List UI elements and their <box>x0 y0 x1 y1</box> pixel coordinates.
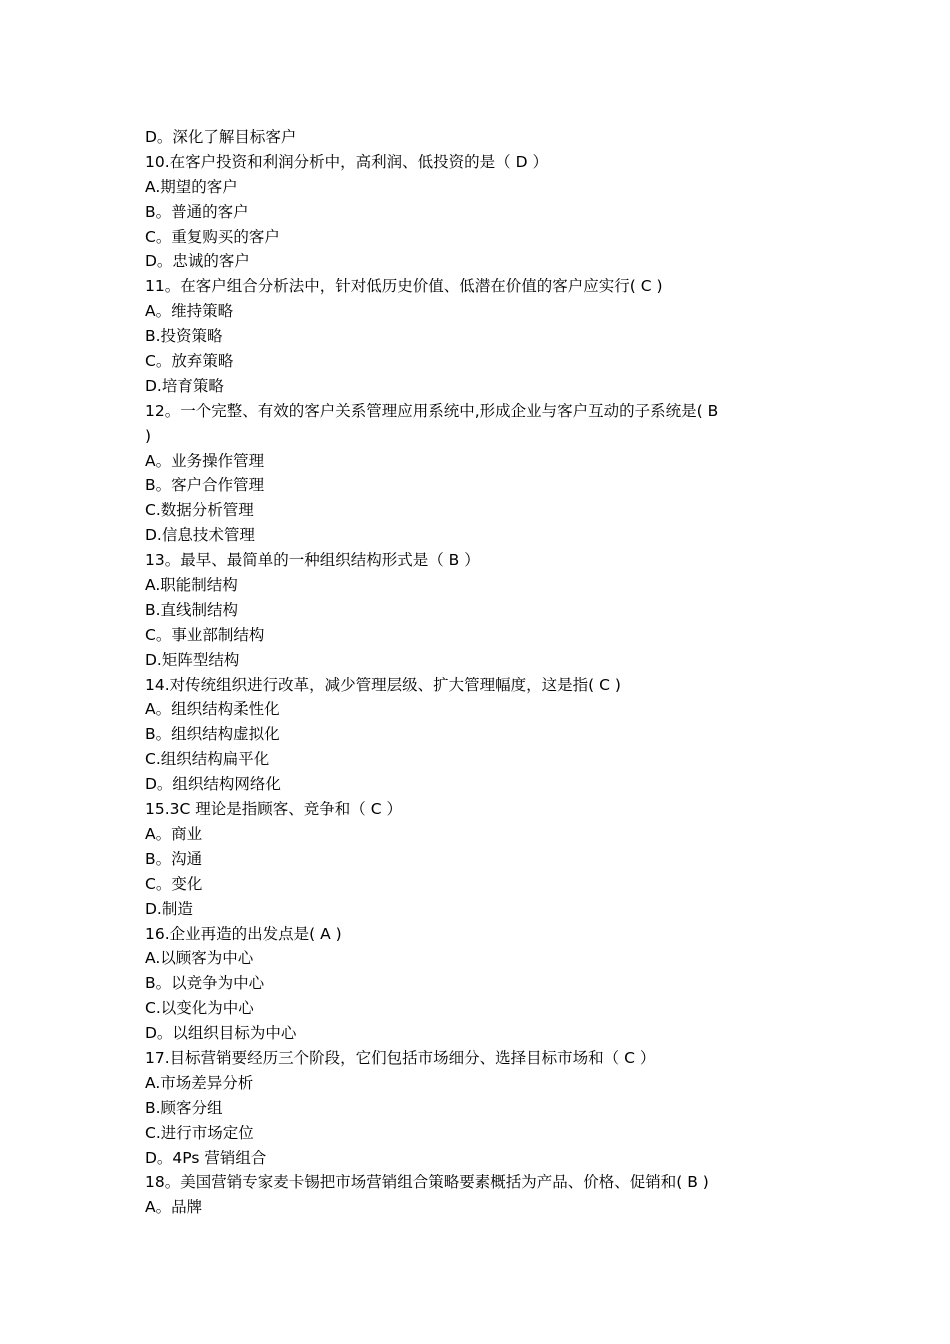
text-line: C.数据分析管理 <box>145 501 254 520</box>
text-line: D.矩阵型结构 <box>145 650 240 669</box>
text-line: 18。美国营销专家麦卡锡把市场营销组合策略要素概括为产品、价格、促销和( B ) <box>145 1173 709 1192</box>
text-line: D。以组织目标为中心 <box>145 1024 297 1043</box>
text-line: D.培育策略 <box>145 376 224 395</box>
text-line: B。以竞争为中心 <box>145 974 265 993</box>
text-line: C。变化 <box>145 874 203 893</box>
text-line: A。商业 <box>145 824 203 843</box>
text-line: A。维持策略 <box>145 302 234 321</box>
text-line: 13。最早、最简单的一种组织结构形式是（ B ） <box>145 551 480 570</box>
text-line: C。事业部制结构 <box>145 625 265 644</box>
text-line: B。客户合作管理 <box>145 476 265 495</box>
text-line: 10.在客户投资和利润分析中，高利润、低投资的是（ D ） <box>145 152 548 171</box>
text-line: B。沟通 <box>145 849 203 868</box>
text-line: A。品牌 <box>145 1198 203 1217</box>
text-line: D。忠诚的客户 <box>145 252 250 271</box>
text-line: A.市场差异分析 <box>145 1073 254 1092</box>
text-line: 17.目标营销要经历三个阶段，它们包括市场细分、选择目标市场和（ C ） <box>145 1048 656 1067</box>
document-body <box>145 125 795 1220</box>
text-line: C.组织结构扁平化 <box>145 750 270 769</box>
text-line: C。重复购买的客户 <box>145 227 280 246</box>
text-line: 11。在客户组合分析法中，针对低历史价值、低潜在价值的客户应实行( C ) <box>145 277 663 296</box>
text-line: A.职能制结构 <box>145 576 238 595</box>
text-line: D。深化了解目标客户 <box>145 128 297 146</box>
text-line: 16.企业再造的出发点是( A ) <box>145 924 342 943</box>
text-line: ) <box>145 426 152 445</box>
text-line: A。业务操作管理 <box>145 451 265 470</box>
text-line: A.期望的客户 <box>145 177 238 196</box>
text-line: B。组织结构虚拟化 <box>145 725 280 744</box>
text-line: C.进行市场定位 <box>145 1123 254 1142</box>
text-line: B.直线制结构 <box>145 600 239 619</box>
text-line: D.制造 <box>145 899 193 918</box>
text-line: 14.对传统组织进行改革，减少管理层级、扩大管理幅度，这是指( C ) <box>145 675 621 694</box>
text-line: C。放弃策略 <box>145 352 234 371</box>
text-line: B.顾客分组 <box>145 1098 223 1117</box>
text-line: A。组织结构柔性化 <box>145 700 280 719</box>
text-line: D.信息技术管理 <box>145 526 255 545</box>
text-line: 12。一个完整、有效的客户关系管理应用系统中,形成企业与客户互动的子系统是( B <box>145 401 719 420</box>
text-line: D。组织结构网络化 <box>145 775 281 794</box>
text-line: C.以变化为中心 <box>145 999 254 1018</box>
text-line: B.投资策略 <box>145 327 223 346</box>
text-line: 15.3C 理论是指顾客、竞争和（ C ） <box>145 800 402 819</box>
text-line: B。普通的客户 <box>145 202 249 221</box>
text-line: A.以顾客为中心 <box>145 949 254 968</box>
text-line: D。4Ps 营销组合 <box>145 1148 267 1167</box>
